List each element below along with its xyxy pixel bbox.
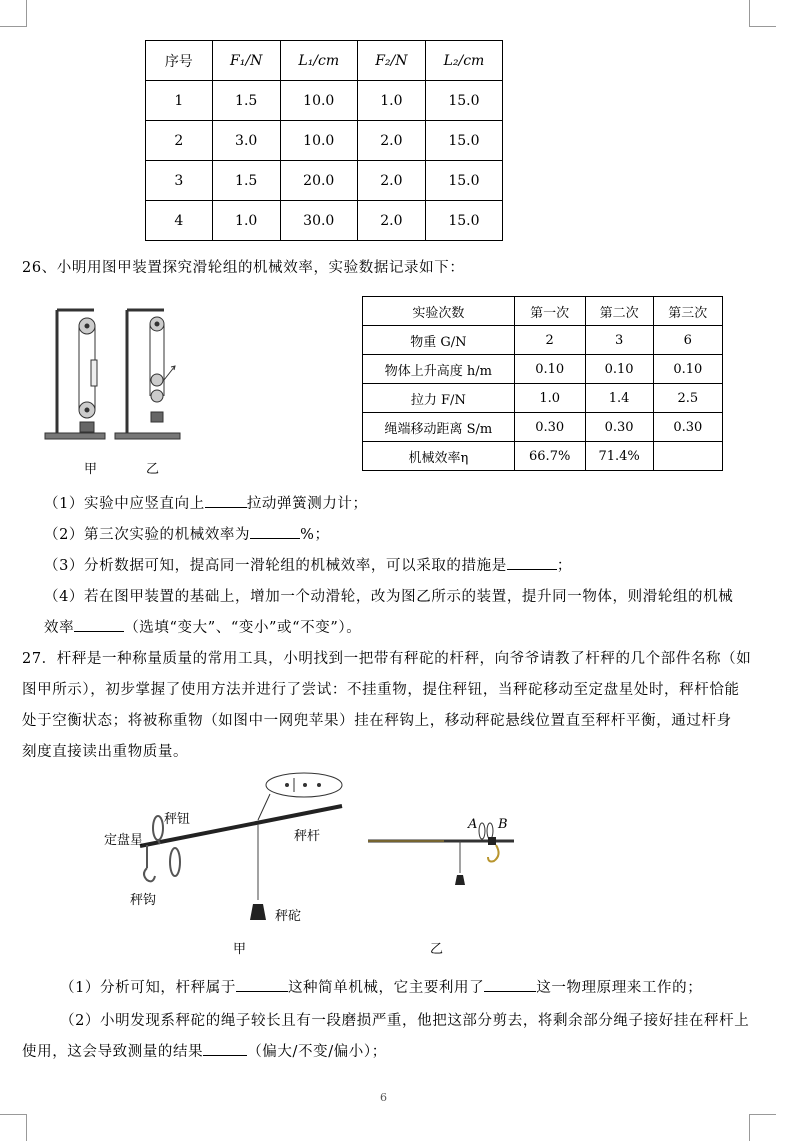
table-cell: 物重 G/N xyxy=(363,326,515,355)
table-cell: 30.0 xyxy=(280,201,357,241)
q26-sub-3-text-b: ； xyxy=(556,558,572,574)
figure-label-jia-27: 甲 xyxy=(233,942,247,957)
crop-mark-top-left xyxy=(0,0,27,27)
q27-sub-1-text-c: 这一物理原理来工作的； xyxy=(536,980,703,996)
table-cell: 1.4 xyxy=(585,384,653,413)
table-cell: 15.0 xyxy=(425,121,502,161)
q27-sub-2-text-a: 使用，这会导致测量的结果 xyxy=(22,1044,204,1060)
table-cell: 10.0 xyxy=(280,81,357,121)
question-27-line-4: 刻度直接读出重物质量。 xyxy=(22,744,189,760)
answer-blank[interactable] xyxy=(484,977,536,992)
table-cell: 1.0 xyxy=(514,384,585,413)
table-cell: 物体上升高度 h/m xyxy=(363,355,515,384)
q26-sub-4-cont xyxy=(44,616,361,637)
table-cell: 0.30 xyxy=(585,413,653,442)
table-header-row xyxy=(146,41,503,81)
pulley-efficiency-table xyxy=(362,296,723,471)
table-header-cell: 实验次数 xyxy=(363,297,515,326)
page-number: 6 xyxy=(380,1091,387,1104)
table-row xyxy=(363,355,723,384)
table-cell: 绳端移动距离 S/m xyxy=(363,413,515,442)
label-cheng-gou: 秤钩 xyxy=(130,893,157,908)
table-cell: 2.0 xyxy=(357,201,425,241)
figure-label-yi-27: 乙 xyxy=(430,942,444,957)
q26-sub-2-text-a: （2）第三次实验的机械效率为 xyxy=(44,527,251,543)
table-cell: 拉力 F/N xyxy=(363,384,515,413)
pulley-figure xyxy=(40,300,190,478)
table-cell: 3 xyxy=(585,326,653,355)
q27-sub-1 xyxy=(60,976,702,997)
q27-sub-2-text-b: （偏大/不变/偏小）； xyxy=(247,1044,387,1060)
label-cheng-niu: 秤钮 xyxy=(164,812,191,827)
table-cell: 0.10 xyxy=(585,355,653,384)
table-header-cell: 序号 xyxy=(146,41,213,81)
q26-sub-3-text-a: （3）分析数据可知，提高同一滑轮组的机械效率，可以采取的措施是 xyxy=(44,558,507,574)
q26-sub-1 xyxy=(44,492,368,513)
crop-mark-top-right xyxy=(749,0,776,27)
table-cell: 15.0 xyxy=(425,201,502,241)
question-27-line-2: 图甲所示），初步掌握了使用方法并进行了尝试：不挂重物，提住秤钮，当秤砣移动至定盘星处时，秤杆恰能 xyxy=(22,682,740,698)
table-cell: 2.0 xyxy=(357,161,425,201)
crop-mark-bottom-left xyxy=(0,1114,27,1141)
table-cell: 2.0 xyxy=(357,121,425,161)
table-row xyxy=(146,161,503,201)
question-27-line-1: 27．杆秤是一种称量质量的常用工具，小明找到一把带有秤砣的杆秤，向爷爷请教了杆秤的几个部件名称（如 xyxy=(22,651,752,667)
table-row xyxy=(363,442,723,471)
table-header-row xyxy=(363,297,723,326)
q27-sub-2-cont xyxy=(22,1040,387,1061)
label-cheng-tuo: 秤砣 xyxy=(275,909,302,924)
table-cell: 1 xyxy=(146,81,213,121)
table-cell: 1.5 xyxy=(212,161,280,201)
q26-sub-1-text-b: 拉动弹簧测力计； xyxy=(246,496,368,512)
answer-blank[interactable] xyxy=(205,493,247,508)
table-cell: 2.5 xyxy=(653,384,722,413)
answer-blank[interactable] xyxy=(203,1041,247,1056)
label-point-a: A xyxy=(468,817,478,832)
table-header-cell: L₁/cm xyxy=(280,41,357,81)
table-cell: 2 xyxy=(514,326,585,355)
q26-sub-4: （4）若在图甲装置的基础上，增加一个动滑轮，改为图乙所示的装置，提升同一物体，则滑轮组的机械 xyxy=(44,589,734,605)
table-cell: 3.0 xyxy=(212,121,280,161)
answer-blank[interactable] xyxy=(250,524,300,539)
table-cell: 1.0 xyxy=(212,201,280,241)
pulley-setup-yi xyxy=(115,310,180,439)
q27-sub-2: （2）小明发现系秤砣的绳子较长且有一段磨损严重，他把这部分剪去，将剩余部分绳子接好挂在秤杆上 xyxy=(60,1013,750,1029)
pulley-setup-jia xyxy=(45,310,105,439)
table-header-cell: F₁/N xyxy=(212,41,280,81)
table-row xyxy=(363,326,723,355)
table-header-cell: L₂/cm xyxy=(425,41,502,81)
answer-blank[interactable] xyxy=(74,617,124,632)
q26-sub-2 xyxy=(44,523,330,544)
table-header-cell: 第一次 xyxy=(514,297,585,326)
table-cell: 10.0 xyxy=(280,121,357,161)
label-ding-pan-xing: 定盘星 xyxy=(104,833,144,848)
answer-blank[interactable] xyxy=(236,977,288,992)
table-cell: 0.10 xyxy=(514,355,585,384)
table-header-cell: 第二次 xyxy=(585,297,653,326)
crop-mark-bottom-right xyxy=(749,1114,776,1141)
q27-sub-1-text-a: （1）分析可知，杆秤属于 xyxy=(60,980,236,996)
q26-sub-4-text-a: 效率 xyxy=(44,620,75,636)
table-cell: 66.7% xyxy=(514,442,585,471)
table-row xyxy=(146,121,503,161)
table-cell: 71.4% xyxy=(585,442,653,471)
lever-data-table xyxy=(145,40,503,241)
table-cell: 2 xyxy=(146,121,213,161)
q26-sub-3 xyxy=(44,554,572,575)
table-cell: 15.0 xyxy=(425,81,502,121)
table-cell: 4 xyxy=(146,201,213,241)
answer-blank[interactable] xyxy=(507,555,557,570)
figure-label-yi: 乙 xyxy=(146,462,160,477)
q26-sub-4-text-b: （选填“变大”、“变小”或“不变”）。 xyxy=(124,620,362,636)
question-26-stem: 26、小明用图甲装置探究滑轮组的机械效率，实验数据记录如下： xyxy=(22,260,465,276)
table-cell: 机械效率η xyxy=(363,442,515,471)
q27-sub-1-text-b: 这种简单机械，它主要利用了 xyxy=(287,980,485,996)
question-27-line-3: 处于空衡状态；将被称重物（如图中一网兜苹果）挂在秤钩上，移动秤砣悬线位置直至秤杆平衡，通过杆身 xyxy=(22,713,732,729)
q26-sub-1-text-a: （1）实验中应竖直向上 xyxy=(44,496,205,512)
table-cell: 1.0 xyxy=(357,81,425,121)
table-header-cell: F₂/N xyxy=(357,41,425,81)
figure-label-jia: 甲 xyxy=(84,462,98,477)
table-cell: 1.5 xyxy=(212,81,280,121)
table-cell xyxy=(653,442,722,471)
table-cell: 6 xyxy=(653,326,722,355)
table-row xyxy=(363,413,723,442)
table-header-cell: 第三次 xyxy=(653,297,722,326)
table-cell: 0.30 xyxy=(653,413,722,442)
table-row xyxy=(146,81,503,121)
table-row xyxy=(363,384,723,413)
table-row xyxy=(146,201,503,241)
table-cell: 0.10 xyxy=(653,355,722,384)
q26-sub-2-text-b: %； xyxy=(300,527,330,543)
table-cell: 0.30 xyxy=(514,413,585,442)
table-cell: 3 xyxy=(146,161,213,201)
table-cell: 15.0 xyxy=(425,161,502,201)
label-point-b: B xyxy=(498,817,508,832)
steelyard-figure-jia xyxy=(100,768,360,938)
label-cheng-gan: 秤杆 xyxy=(294,829,321,844)
table-cell: 20.0 xyxy=(280,161,357,201)
